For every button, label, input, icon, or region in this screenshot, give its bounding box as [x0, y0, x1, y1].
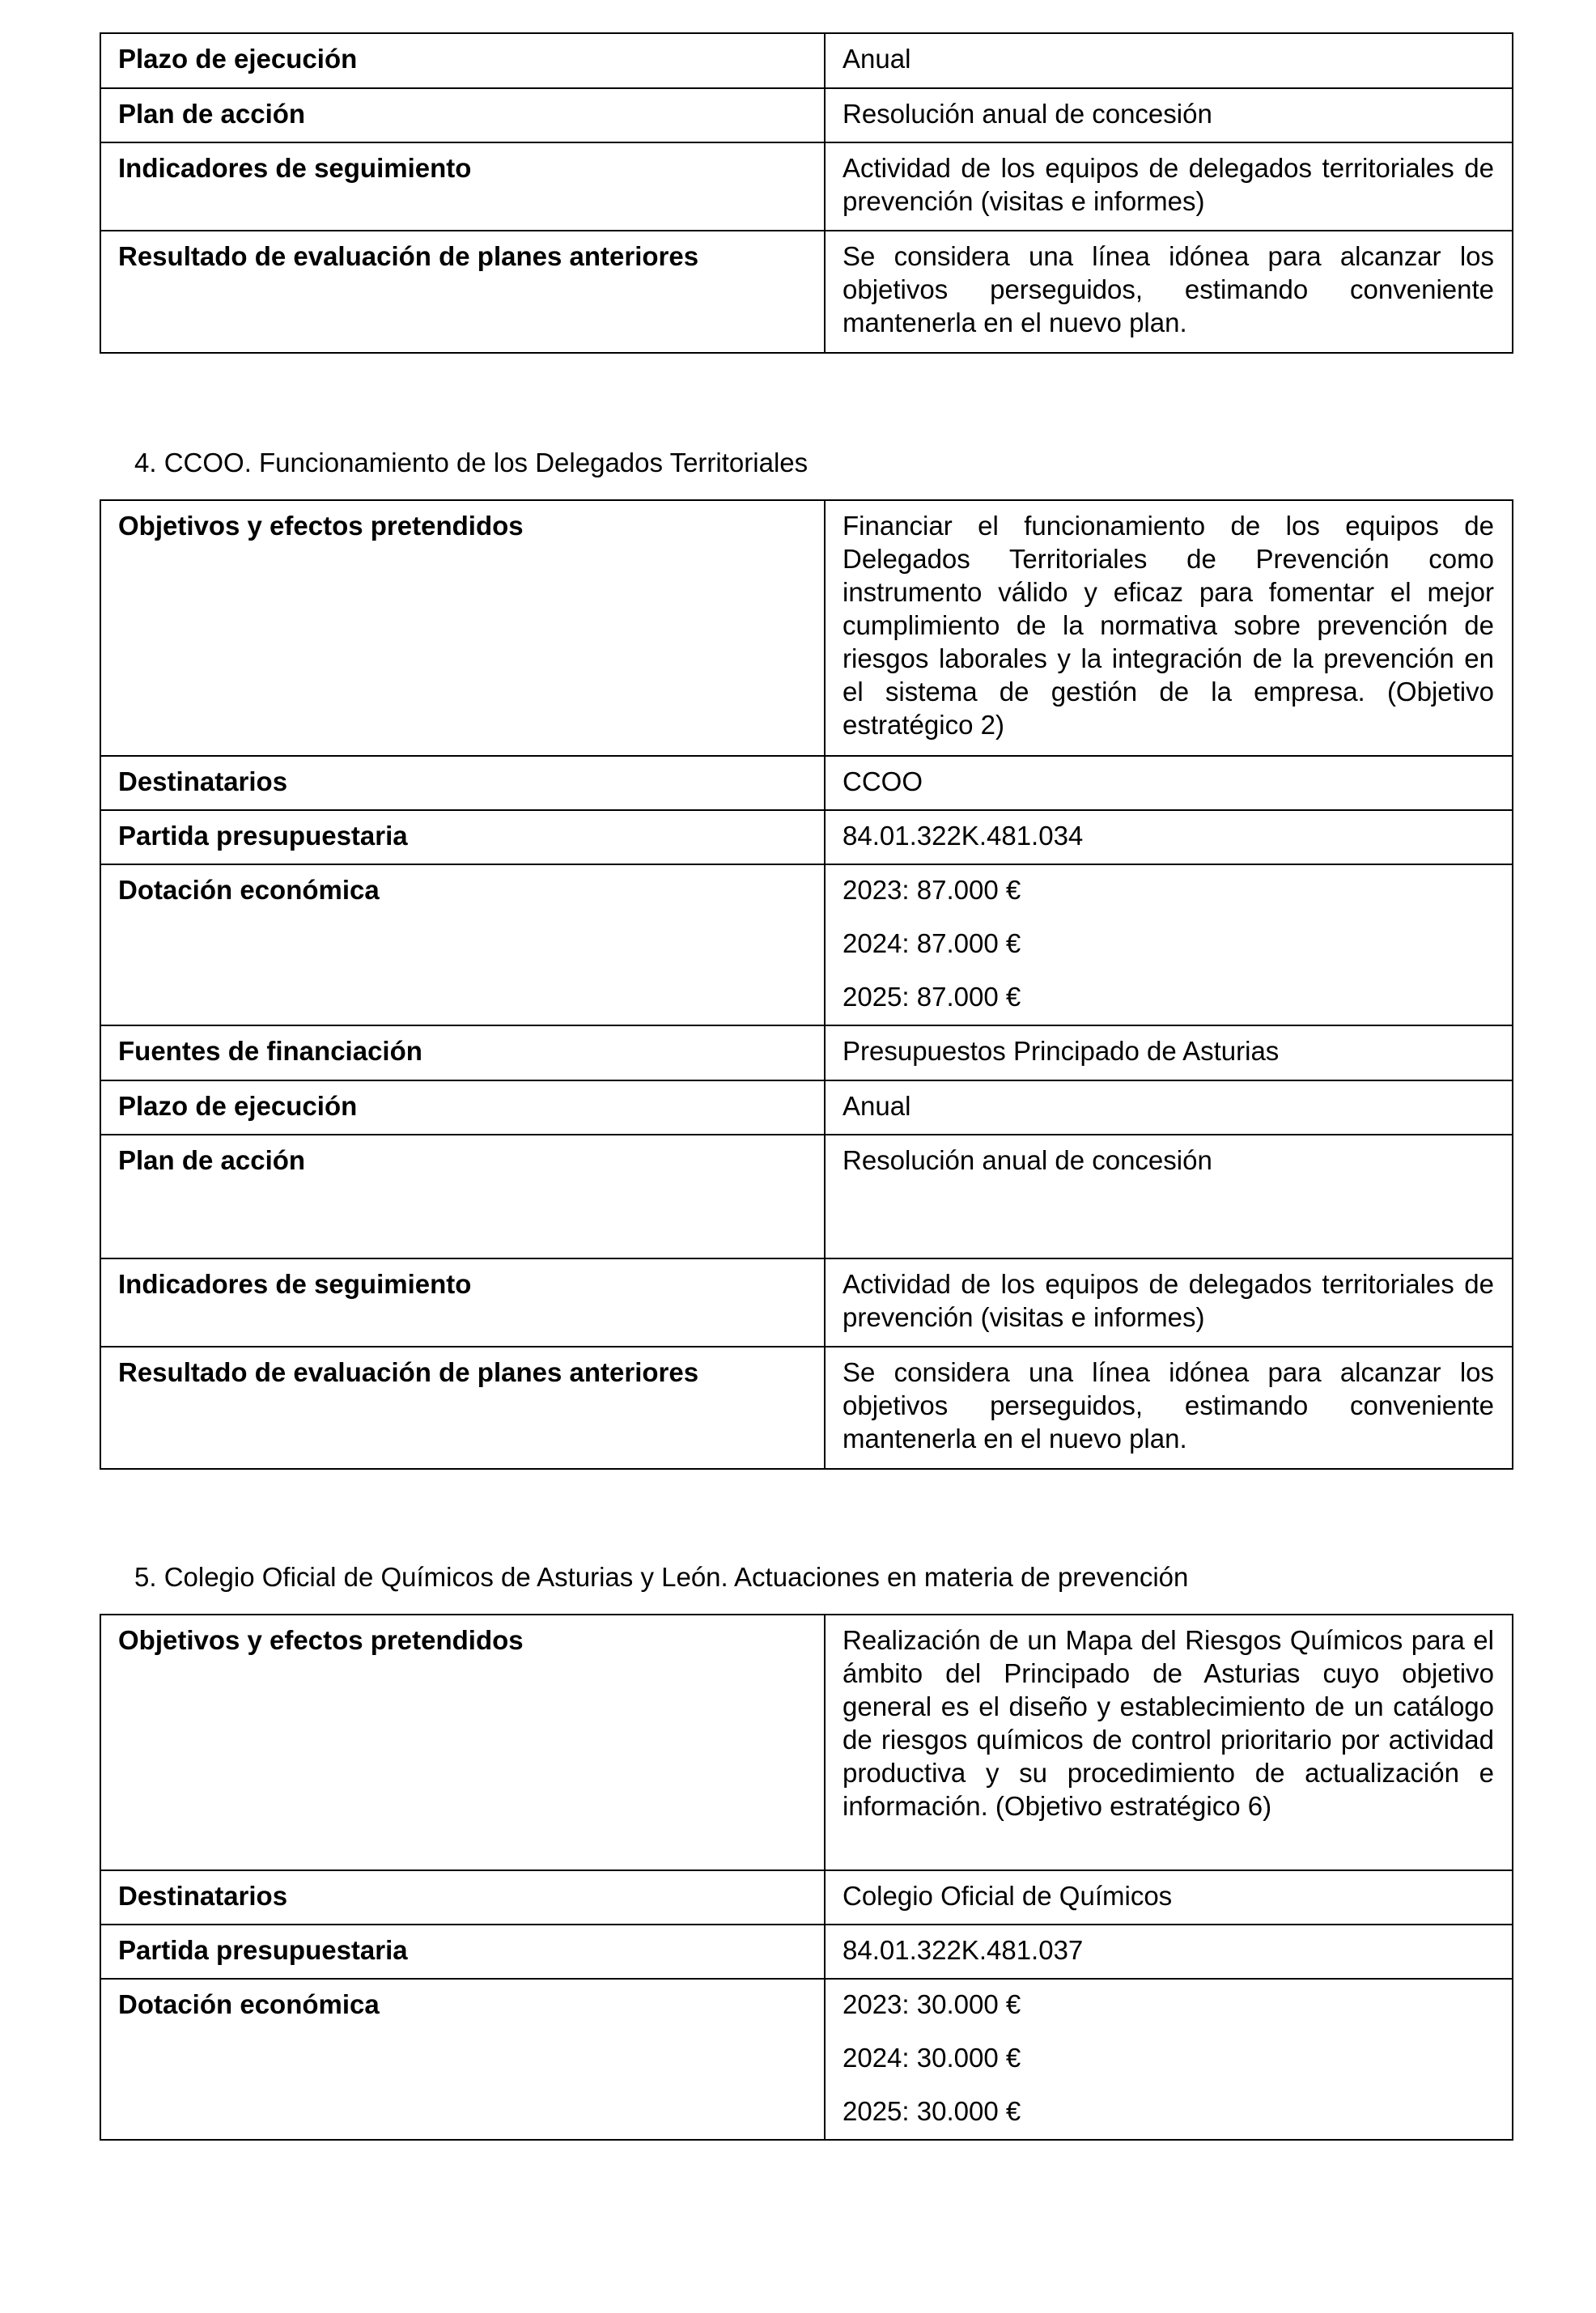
row-label: Plazo de ejecución — [100, 33, 825, 88]
table-row — [100, 1025, 1513, 1080]
table-row — [100, 864, 1513, 1025]
row-label: Plan de acción — [100, 88, 825, 142]
row-label: Partida presupuestaria — [100, 1925, 825, 1979]
row-label: Dotación económica — [100, 1979, 825, 2140]
row-label: Plazo de ejecución — [100, 1080, 825, 1135]
amount-2025: 2025: 30.000 € — [843, 2096, 1021, 2126]
table-row — [100, 142, 1513, 231]
row-value: Resolución anual de concesión — [825, 88, 1513, 142]
row-value — [825, 864, 1513, 1025]
table-section-5 — [100, 1614, 1513, 2141]
amount-2024: 2024: 30.000 € — [843, 2043, 1021, 2073]
table-row — [100, 1870, 1513, 1925]
table-continued — [100, 32, 1513, 354]
row-value: Actividad de los equipos de delegados territoriales de prevención (visitas e informes) — [825, 142, 1513, 231]
table-row — [100, 500, 1513, 756]
row-value: Presupuestos Principado de Asturias — [825, 1025, 1513, 1080]
section-heading: 4. CCOO. Funcionamiento de los Delegados Territoriales — [134, 448, 809, 477]
table-row — [100, 33, 1513, 88]
table-row — [100, 1258, 1513, 1347]
row-label: Plan de acción — [100, 1135, 825, 1258]
row-value: Resolución anual de concesión — [825, 1135, 1513, 1258]
row-label: Indicadores de seguimiento — [100, 142, 825, 231]
row-value: Actividad de los equipos de delegados territoriales de prevención (visitas e informes) — [825, 1258, 1513, 1347]
table-row — [100, 1925, 1513, 1979]
row-value: Se considera una línea idónea para alcanzar los objetivos perseguidos, estimando conveniente mantenerla en el nuevo plan. — [825, 1347, 1513, 1469]
table-row — [100, 88, 1513, 142]
table-row — [100, 1615, 1513, 1870]
table-row — [100, 756, 1513, 810]
row-label: Resultado de evaluación de planes anteriores — [100, 1347, 825, 1469]
row-value: Financiar el funcionamiento de los equipos de Delegados Territoriales de Prevención como instrumento válido y eficaz para fomentar el mejor cumplimiento de la normativa sobre prevención de riesgos laborales y la integración de la prevención en el sistema de gestión de la empresa. (Objetivo estratégico 2) — [825, 500, 1513, 756]
amount-2023: 2023: 87.000 € — [843, 875, 1021, 905]
row-label: Fuentes de financiación — [100, 1025, 825, 1080]
row-value: 84.01.322K.481.037 — [825, 1925, 1513, 1979]
table-row — [100, 1347, 1513, 1469]
row-value: Realización de un Mapa del Riesgos Químicos para el ámbito del Principado de Asturias cuyo objetivo general es el diseño y establecimiento de un catálogo de riesgos químicos de control prioritario por actividad productiva y su procedimiento de actualización e información. (Objetivo estratégico 6) — [825, 1615, 1513, 1870]
table-section-4 — [100, 499, 1513, 1470]
row-label: Resultado de evaluación de planes anteriores — [100, 231, 825, 353]
table-row — [100, 231, 1513, 353]
table-row — [100, 1135, 1513, 1258]
row-value: CCOO — [825, 756, 1513, 810]
row-label: Dotación económica — [100, 864, 825, 1025]
amount-2025: 2025: 87.000 € — [843, 982, 1021, 1012]
table-row — [100, 1979, 1513, 2140]
section-heading: 5. Colegio Oficial de Químicos de Asturias y León. Actuaciones en materia de prevención — [134, 1562, 1189, 1592]
table-row — [100, 810, 1513, 864]
row-value: Colegio Oficial de Químicos — [825, 1870, 1513, 1925]
row-value: 84.01.322K.481.034 — [825, 810, 1513, 864]
row-value: Anual — [825, 1080, 1513, 1135]
table-row — [100, 1080, 1513, 1135]
row-label: Objetivos y efectos pretendidos — [100, 1615, 825, 1870]
row-label: Partida presupuestaria — [100, 810, 825, 864]
row-value: Se considera una línea idónea para alcanzar los objetivos perseguidos, estimando conveniente mantenerla en el nuevo plan. — [825, 231, 1513, 353]
row-label: Objetivos y efectos pretendidos — [100, 500, 825, 756]
row-label: Destinatarios — [100, 1870, 825, 1925]
row-label: Destinatarios — [100, 756, 825, 810]
row-label: Indicadores de seguimiento — [100, 1258, 825, 1347]
row-value — [825, 1979, 1513, 2140]
amount-2024: 2024: 87.000 € — [843, 928, 1021, 958]
amount-2023: 2023: 30.000 € — [843, 1989, 1021, 2019]
row-value: Anual — [825, 33, 1513, 88]
